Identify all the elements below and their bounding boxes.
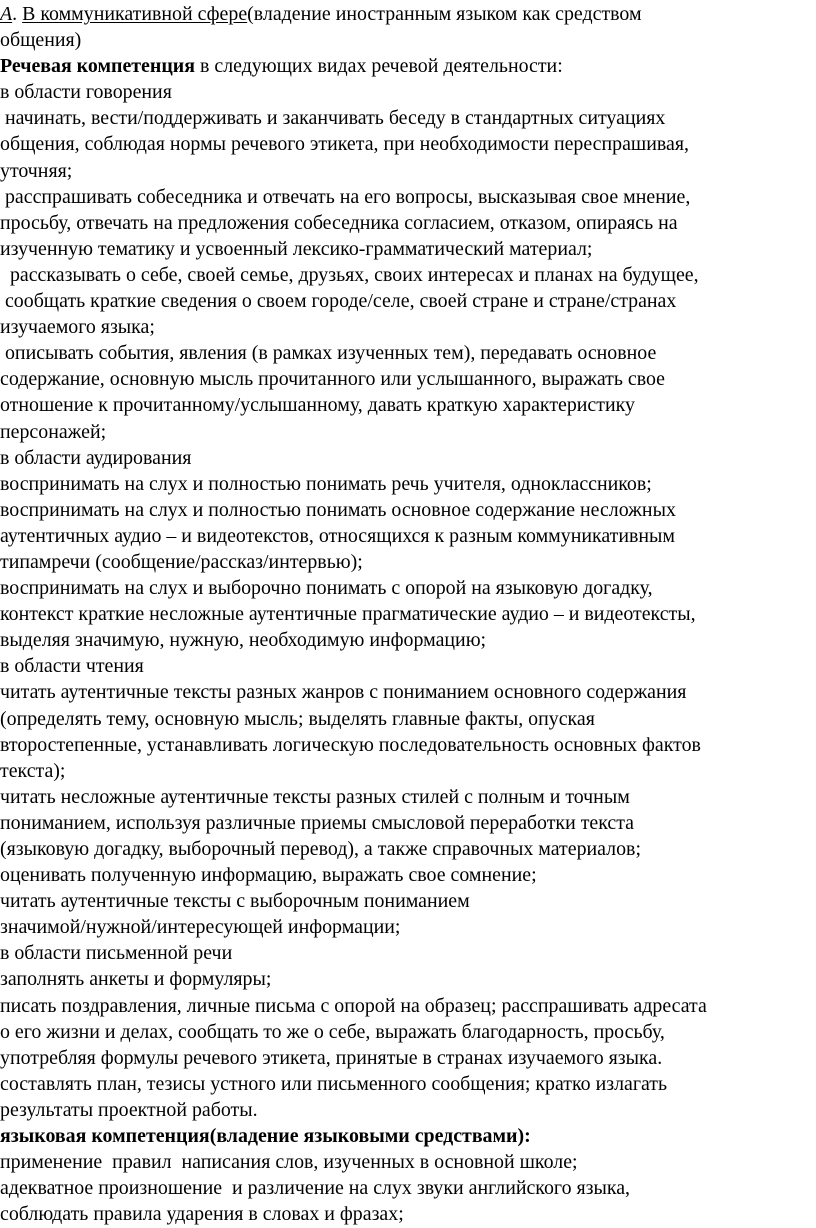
speech-competence-rest: в следующих видах речевой деятельности:	[195, 55, 563, 78]
text-line: воспринимать на слух и полностью понимать основное содержание несложных	[0, 498, 676, 521]
text-line: в области чтения	[0, 655, 144, 678]
text-line: употребляя формулы речевого этикета, принятые в странах изучаемого языка.	[0, 1046, 663, 1069]
text-line: (определять тему, основную мысль; выделять главные факты, опуская	[0, 707, 595, 730]
text-line: в области аудирования	[0, 446, 192, 469]
text-line: расспрашивать собеседника и отвечать на его вопросы, высказывая свое мнение,	[0, 185, 691, 208]
text-line: (языковую догадку, выборочный перевод), а также справочных материалов;	[0, 838, 641, 860]
text-line: отношение к прочитанному/услышанному, давать краткую характеристику	[0, 394, 635, 417]
section-title-tail-2: общения)	[0, 29, 82, 52]
text-line: заполнять анкеты и формуляры;	[0, 968, 272, 991]
language-text-line: соблюдать правила ударения в словах и фразах;	[0, 1203, 404, 1226]
text-line: второстепенные, устанавливать логическую последовательность основных фактов	[0, 733, 701, 756]
text-line: описывать события, явления (в рамках изученных тем), передавать основное	[0, 342, 657, 365]
text-line: результаты проектной работы.	[0, 1098, 258, 1121]
text-line: составлять план, тезисы устного или письменного сообщения; кратко излагать	[0, 1072, 668, 1095]
text-line: в области письменной речи	[0, 942, 233, 965]
text-line: писать поздравления, личные письма с опорой на образец; расспрашивать адресата	[0, 994, 707, 1017]
text-line: начинать, вести/поддерживать и заканчивать беседу в стандартных ситуациях	[0, 107, 666, 130]
section-title-tail: (владение иностранным языком как средством	[247, 3, 642, 25]
text-line: воспринимать на слух и полностью понимать речь учителя, одноклассников;	[0, 472, 652, 495]
text-line: в области говорения	[0, 81, 172, 104]
section-heading-line	[0, 1, 816, 27]
section-title: В коммуникативной сфере	[22, 3, 248, 25]
text-line: текста);	[0, 759, 66, 782]
text-line: оценивать полученную информацию, выражать свое сомнение;	[0, 864, 537, 887]
text-line: воспринимать на слух и выборочно понимать с опорой на языковую догадку,	[0, 577, 653, 600]
speech-competence-heading	[0, 53, 816, 79]
text-line: типамречи (сообщение/рассказ/интервью);	[0, 550, 363, 573]
text-line: рассказывать о себе, своей семье, друзьях, своих интересах и планах на будущее,	[0, 263, 699, 286]
text-line: просьбу, отвечать на предложения собеседника согласием, отказом, опираясь на	[0, 211, 678, 234]
language-text-line: адекватное произношение и различение на слух звуки английского языка,	[0, 1177, 631, 1200]
text-line: персонажей;	[0, 420, 107, 443]
section-letter: А	[0, 3, 13, 25]
text-line: читать аутентичные тексты с выборочным пониманием	[0, 890, 470, 913]
text-line: пониманием, используя различные приемы смысловой переработки текста	[0, 811, 634, 834]
text-line: общения, соблюдая нормы речевого этикета, при необходимости переспрашивая,	[0, 133, 689, 156]
text-line: содержание, основную мысль прочитанного или услышанного, выражать свое	[0, 368, 666, 391]
text-line: сообщать краткие сведения о своем городе/селе, своей стране и стране/странах	[0, 290, 677, 313]
text-line: контекст краткие несложные аутентичные прагматические аудио – и видеотексты,	[0, 603, 696, 626]
text-line: изучаемого языка;	[0, 316, 155, 339]
section-letter-punct: .	[12, 3, 23, 25]
text-line: читать несложные аутентичные тексты разных стилей с полным и точным	[0, 785, 630, 808]
text-line: выделяя значимую, нужную, необходимую информацию;	[0, 629, 487, 652]
text-line: читать аутентичные тексты разных жанров с пониманием основного содержания	[0, 681, 687, 704]
language-competence-title: языковая компетенция(владение языковыми средствами):	[0, 1125, 531, 1148]
speech-competence-title: Речевая компетенция	[0, 55, 196, 78]
text-line: уточняя;	[0, 159, 73, 182]
text-line: аутентичных аудио – и видеотекстов, относящихся к разным коммуникативным	[0, 524, 676, 547]
text-line: значимой/нужной/интересующей информации;	[0, 916, 401, 939]
text-line: о его жизни и делах, сообщать то же о себе, выражать благодарность, просьбу,	[0, 1020, 665, 1043]
language-text-line: применение правил написания слов, изученных в основной школе;	[0, 1151, 578, 1174]
text-line: изученную тематику и усвоенный лексико-грамматический материал;	[0, 237, 593, 260]
